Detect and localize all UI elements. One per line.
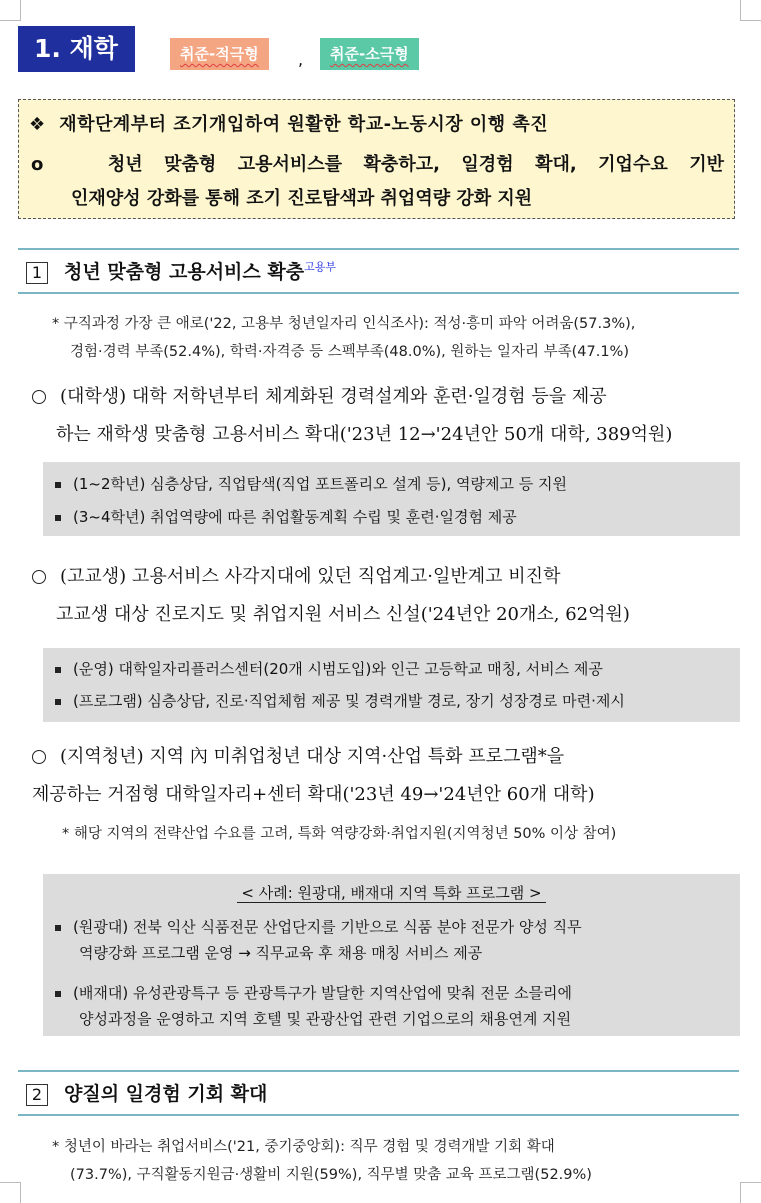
- high-school-detail-box: [43, 648, 740, 722]
- survey-note-line-2: 경험·경력 부족(52.4%), 학력·자격증 등 스펙부족(48.0%), 원하는 일자리 부족(47.1%): [70, 344, 629, 360]
- regional-note: * 해당 지역의 전략산업 수요를 고려, 특화 역량강화·취업지원(지역청년 50% 이상 참여): [62, 826, 617, 842]
- section-1-heading: 1 청년 맞춤형 고용서비스 확충$^{고용부}$: [26, 257, 336, 284]
- square-bullet-icon: [55, 482, 61, 488]
- list-item: (1~2학년) 심층상담, 직업탐색(직업 포트폴리오 설계 등), 역량제고 등 지원: [55, 473, 567, 494]
- summary-line-2: o 청년 맞춤형 고용서비스를 확충하고, 일경험 확대, 기업수요 기반: [31, 154, 724, 175]
- section-divider: [18, 248, 739, 250]
- section-divider: [18, 1070, 739, 1072]
- list-item: (배재대) 유성관광특구 등 관광특구가 발달한 지역산업에 맞춰 전문 소믈리에: [55, 982, 572, 1003]
- list-item-continuation: 양성과정을 운영하고 지역 호텔 및 관광산업 관련 기업으로의 채용연계 지원: [79, 1010, 572, 1028]
- page-corner-mark: [0, 1182, 21, 1203]
- section-2-heading: 2 양질의 일경험 기회 확대: [26, 1079, 267, 1106]
- square-bullet-icon: [55, 699, 61, 705]
- list-item: (원광대) 전북 익산 식품전문 산업단지를 기반으로 식품 분야 전문가 양성 직무: [55, 916, 582, 937]
- page-corner-mark: [740, 0, 761, 21]
- university-detail-box: [43, 462, 740, 536]
- list-item: (운영) 대학일자리플러스센터(20개 시범도입)와 인근 고등학교 매칭, 서비스 제공: [55, 658, 603, 679]
- list-item: (3~4학년) 취업역량에 따른 취업활동계획 수립 및 훈련·일경험 제공: [55, 506, 517, 527]
- survey-note-line-2: (73.7%), 구직활동지원금·생활비 지원(59%), 직무별 맞춤 교육 프로그램(52.9%): [70, 1167, 592, 1183]
- list-item-continuation: 역량강화 프로그램 운영 → 직무교육 후 채용 매칭 서비스 제공: [79, 944, 483, 962]
- tag-separator: ,: [298, 50, 304, 69]
- summary-line-3: 인재양성 강화를 통해 조기 진로탐색과 취업역량 강화 지원: [71, 188, 533, 209]
- square-bullet-icon: [55, 925, 61, 931]
- list-item: (프로그램) 심층상담, 진로·직업체험 제공 및 경력개발 경로, 장기 성장경로 마련·제시: [55, 690, 625, 711]
- section-number: 1: [26, 262, 48, 284]
- paragraph-high-school: (고교생) 고용서비스 사각지대에 있던 직업계고·일반계고 비진학 고교생 대상 진로지도 및 취업지원 서비스 신설('24년안 20개소, 62억원): [32, 558, 740, 634]
- tag-passive-jobseeker: 취준-소극형: [320, 38, 419, 70]
- square-bullet-icon: [55, 667, 61, 673]
- circle-bullet-icon: [32, 390, 46, 404]
- section-title: 1. 재학: [18, 26, 135, 72]
- section-divider: [18, 292, 739, 294]
- square-bullet-icon: [55, 515, 61, 521]
- paragraph-regional-youth: (지역청년) 지역 內 미취업청년 대상 지역·산업 특화 프로그램*을 제공하는 거점형 대학일자리+센터 확대('23년 49→'24년안 60개 대학): [32, 746, 595, 805]
- tag-active-jobseeker: 취준-적극형: [170, 38, 269, 70]
- example-title: < 사례: 원광대, 배재대 지역 특화 프로그램 >: [43, 882, 740, 903]
- example-box: [43, 874, 740, 1036]
- circle-bullet-icon: o: [31, 154, 44, 175]
- circle-bullet-icon: [32, 570, 46, 584]
- survey-note-line-1: * 청년이 바라는 취업서비스('21, 중기중앙회): 직무 경험 및 경력개발 기회 확대: [52, 1139, 555, 1155]
- square-bullet-icon: [55, 991, 61, 997]
- section-number: 2: [26, 1084, 48, 1106]
- summary-box: [18, 99, 735, 219]
- survey-note-line-1: * 구직과정 가장 큰 애로('22, 고용부 청년일자리 인식조사): 적성·흥미 파악 어려움(57.3%),: [52, 316, 636, 332]
- page-corner-mark: [740, 1182, 761, 1203]
- circle-bullet-icon: [32, 750, 46, 764]
- diamond-bullet-icon: ❖: [29, 114, 46, 135]
- page-corner-mark: [0, 0, 21, 21]
- paragraph-university: (대학생) 대학 저학년부터 체계화된 경력설계와 훈련·일경험 등을 제공 하는 재학생 맞춤형 고용서비스 확대('23년 12→'24년안 50개 대학, 389억원): [32, 378, 740, 454]
- section-divider: [18, 1114, 739, 1116]
- summary-line-1: ❖ 재학단계부터 조기개입하여 원활한 학교-노동시장 이행 촉진: [29, 114, 549, 135]
- agency-label: 고용부: [304, 260, 336, 274]
